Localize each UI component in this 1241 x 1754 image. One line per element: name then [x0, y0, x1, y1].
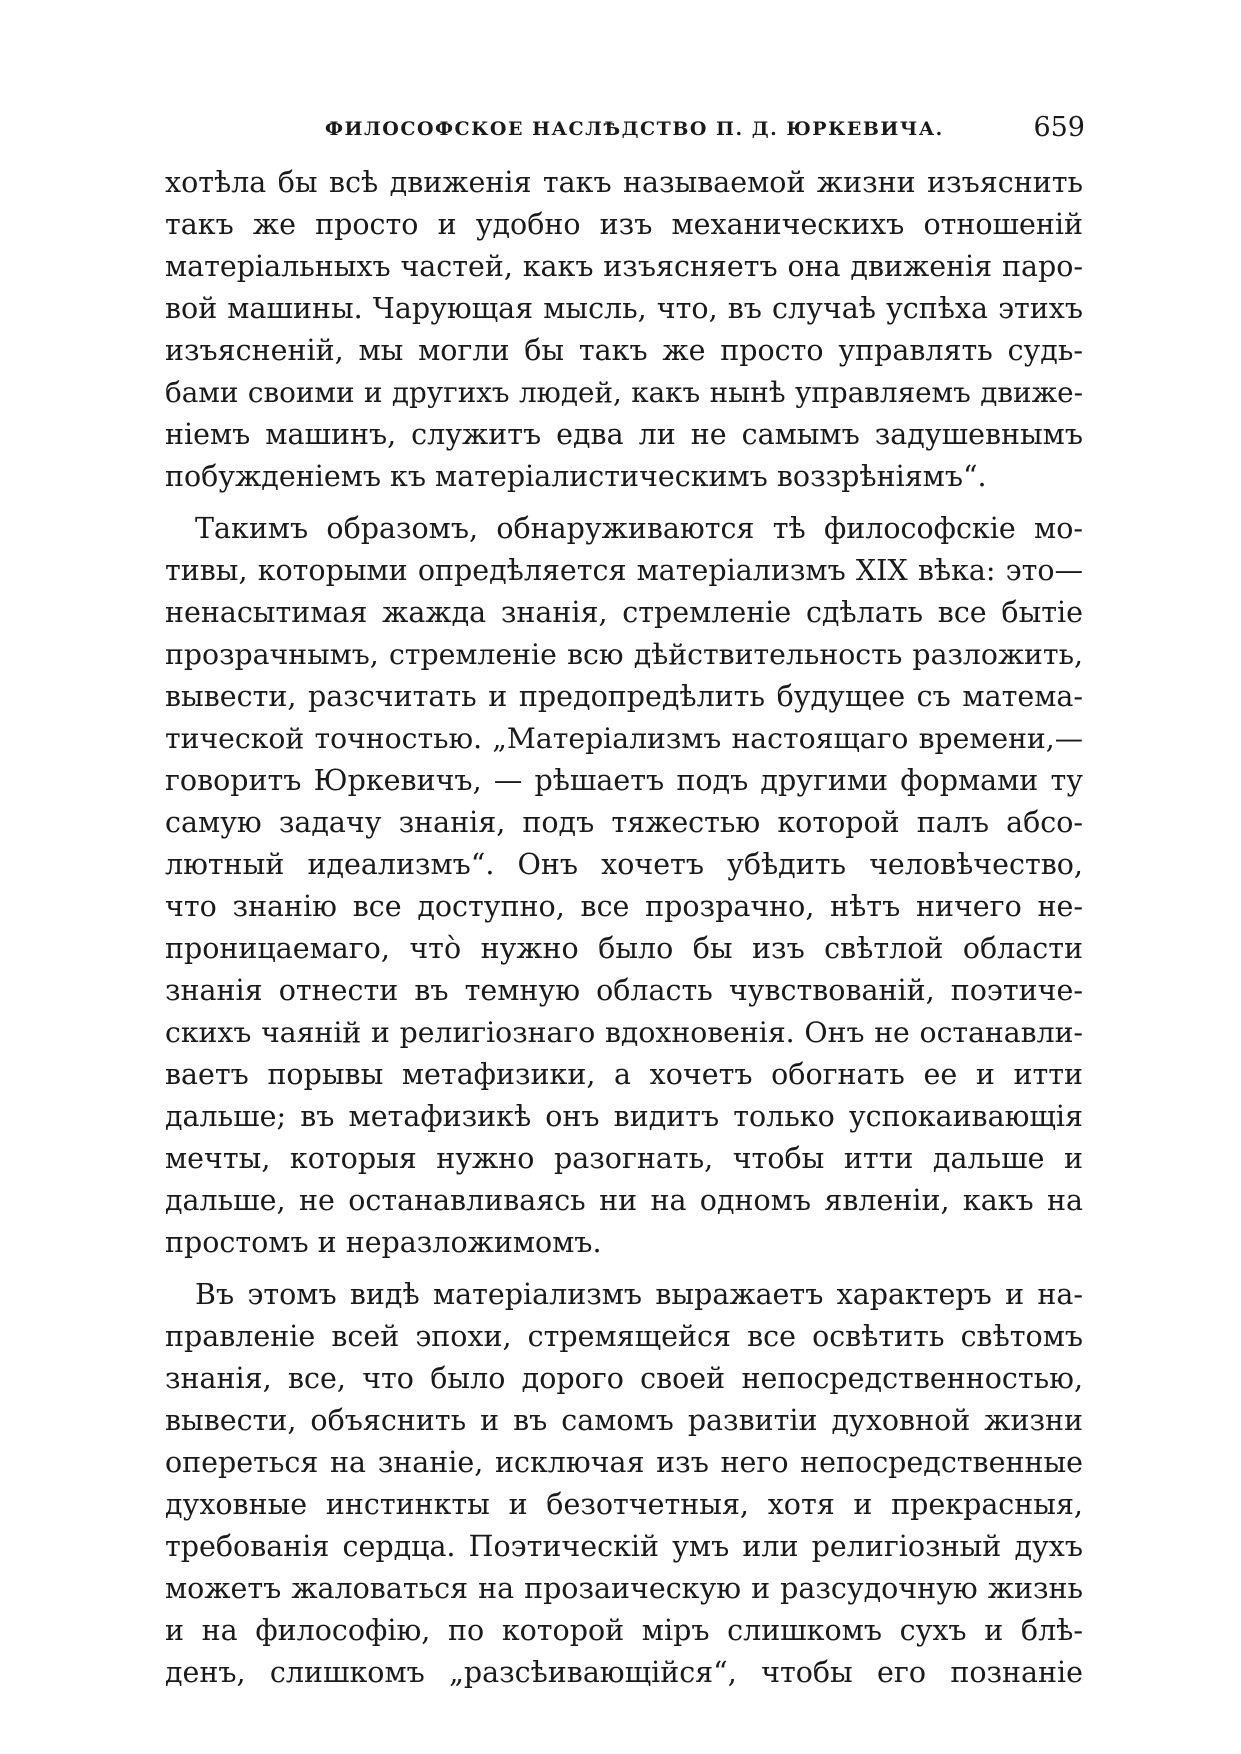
paragraph	[165, 162, 1083, 498]
page-number: 659	[1033, 112, 1085, 143]
text-line: денъ, слишкомъ „разсѣивающійся“, чтобы его познаніе	[165, 1656, 1083, 1689]
paragraph	[165, 1274, 1083, 1694]
text-line: хотѣла бы всѣ движенія такъ называемой жизни изъяснить	[165, 166, 1083, 199]
text-line: прозрачнымъ, стремленіе всю дѣйствительность разложить,	[165, 638, 1083, 671]
body-text	[165, 162, 1083, 1694]
text-line: правленіе всей эпохи, стремящейся все освѣтить свѣтомъ	[165, 1320, 1083, 1353]
text-line: можетъ жаловаться на прозаическую и разсудочную жизнь	[165, 1572, 1083, 1605]
text-line: ваетъ порывы метафизики, а хочетъ обогнать ее и итти	[165, 1058, 1083, 1091]
text-line: духовные инстинкты и безотчетныя, хотя и прекрасныя,	[165, 1488, 1083, 1521]
text-line: ніемъ машинъ, служитъ едва ли не самымъ задушевнымъ	[165, 418, 1083, 451]
text-line: знанія отнести въ темную область чувствованій, поэтиче-	[165, 974, 1083, 1007]
text-line: опереться на знаніе, исключая изъ него непосредственные	[165, 1446, 1083, 1479]
text-line: требованія сердца. Поэтическій умъ или религіозный духъ	[165, 1530, 1083, 1563]
text-line: самую задачу знанія, подъ тяжестью которой палъ абсо-	[165, 806, 1083, 839]
text-line: такъ же просто и удобно изъ механическихъ отношеній	[165, 208, 1083, 241]
text-line: лютный идеализмъ“. Онъ хочетъ убѣдить человѣчество,	[165, 848, 1083, 881]
text-line: матеріальныхъ частей, какъ изъясняетъ она движенія паро-	[165, 250, 1083, 283]
text-line: изъясненій, мы могли бы такъ же просто управлять судь-	[165, 334, 1083, 367]
text-line: Такимъ образомъ, обнаруживаются тѣ философскіе мо-	[195, 512, 1083, 545]
text-line: вой машины. Чарующая мысль, что, въ случаѣ успѣха этихъ	[165, 292, 1083, 325]
text-line: дальше; въ метафизикѣ онъ видитъ только успокаивающія	[165, 1100, 1083, 1133]
text-line: вывести, объяснить и въ самомъ развитіи духовной жизни	[165, 1404, 1083, 1437]
text-line: Въ этомъ видѣ матеріализмъ выражаетъ характеръ и на-	[195, 1278, 1083, 1311]
text-line: побужденіемъ къ матеріалистическимъ воззрѣніямъ“.	[165, 460, 987, 493]
text-line: проницаемаго, что̀ нужно было бы изъ свѣтлой области	[165, 932, 1083, 965]
text-line: тивы, которыми опредѣляется матеріализмъ XIX вѣка: это—	[165, 554, 1083, 587]
text-line: простомъ и неразложимомъ.	[165, 1226, 602, 1259]
text-line: бами своими и другихъ людей, какъ нынѣ управляемъ движе-	[165, 376, 1083, 409]
text-line: говоритъ Юркевичъ, — рѣшаетъ подъ другими формами ту	[165, 764, 1083, 797]
text-line: скихъ чаяній и религіознаго вдохновенія. Онъ не останавли-	[165, 1016, 1083, 1049]
text-line: дальше, не останавливаясь ни на одномъ явленіи, какъ на	[165, 1184, 1083, 1217]
text-line: мечты, которыя нужно разогнать, чтобы итти дальше и	[165, 1142, 1083, 1175]
running-head	[165, 112, 1085, 152]
text-line: вывести, разсчитать и предопредѣлить будущее съ матема-	[165, 680, 1083, 713]
text-line: тической точностью. „Матеріализмъ настоящаго времени,—	[165, 722, 1083, 755]
text-line: что знанію все доступно, все прозрачно, нѣтъ ничего не-	[165, 890, 1083, 923]
running-title: ФИЛОСОФСКОЕ НАСЛѢДСТВО П. Д. ЮРКЕВИЧА.	[325, 118, 944, 140]
paragraph	[165, 508, 1083, 1264]
text-line: ненасытимая жажда знанія, стремленіе сдѣлать все бытіе	[165, 596, 1083, 629]
text-line: знанія, все, что было дорого своей непосредственностью,	[165, 1362, 1083, 1395]
text-line: и на философію, по которой міръ слишкомъ сухъ и блѣ-	[165, 1614, 1083, 1647]
